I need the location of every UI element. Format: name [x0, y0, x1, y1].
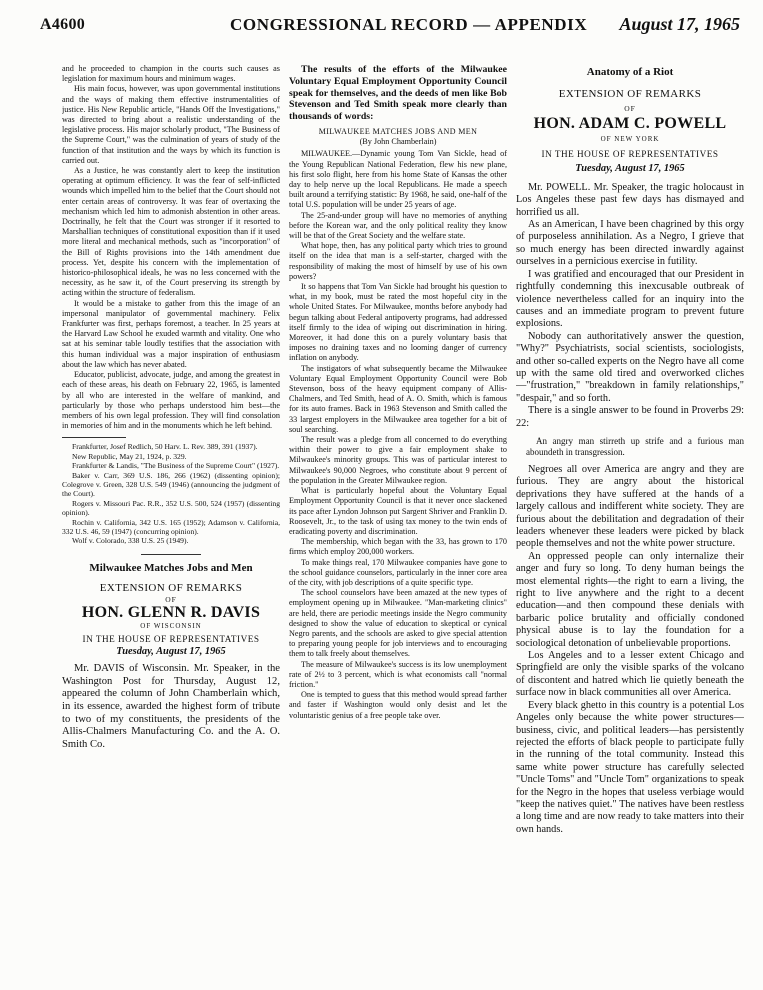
intro-paragraph: The results of the efforts of the Milwaukee Voluntary Equal Employment Opportunity Council speak for themselves, and the deeds of men like Bob Stevenson and Ted Smith speak more clearly than thousands of words:	[289, 64, 507, 123]
speech-text: Mr. DAVIS of Wisconsin. Mr. Speaker, in the Washington Post for Thursday, August 12, appeared the column of John Chamberlain which, in its essence, awarded the highest form of tribute to two of my constituents, the presidents of the Allis-Chalmers Manufacturing Co. and the A. O. Smith Co.	[62, 663, 280, 750]
of-label: OF	[165, 595, 177, 605]
speech-date: Tuesday, August 17, 1965	[116, 646, 226, 657]
paragraph: What is particularly hopeful about the Voluntary Equal Employment Opportunity Council is that it never once slackened its pace after Lyndon Johnson put Sargent Shriver and Franklin D. Roosevelt, Jr., to the task of using tax money to the twin ends of eradicating poverty and discrimination.	[289, 486, 507, 536]
running-header	[40, 14, 740, 44]
paragraph: What hope, then, has any political party which tries to ground itself on the idea that man is a self-starter, charged with the responsibility of making the most of himself by use of his own powers?	[289, 241, 507, 281]
paragraph: Negroes all over America are angry and they are furious. They are angry about the historical deprivations they have suffered at the hands of a largely callous and indifferent white society. They are furious about the debilitation and degradation of their leaders whenever these leaders were picked by black people themselves and not the white power structure.	[516, 463, 744, 550]
article-title: Anatomy of a Riot	[586, 66, 674, 78]
paragraph: The school counselors have been amazed at the new types of employment opening up in Milwaukee. "Man-marketing clinics" are held, there are periodic meetings inside the Negro community designed to show the value of education to skeptical or cynical Negro parents, and the schools are asked to give special attention to preparing young people for job interviews and to encouraging them to talk freely about themselves.	[289, 588, 507, 659]
member-name: HON. ADAM C. POWELL	[533, 115, 727, 133]
footnote: Rogers v. Missouri Pac. R.R., 352 U.S. 500, 524 (1957) (dissenting opinion).	[62, 498, 280, 518]
byline: (By John Chamberlain)	[359, 137, 437, 147]
paragraph: MILWAUKEE.—Dynamic young Tom Van Sickle, head of the Young Republican National Federation, flew his new plane, his first solo flight, here from his home State of Kansas the other day to help nerve up the local Republicans. He made a speech built around a terrifying statistic: By 1968, he said, one-half of the total U.S. population will be under 25 years of age.	[289, 149, 507, 210]
column-1	[62, 64, 280, 980]
extension-heading: EXTENSION OF REMARKS	[99, 581, 243, 594]
page-number: A4600	[40, 16, 86, 33]
paragraph: The measure of Milwaukee's success is its low unemployment rate of 2½ to 3 percent, which is what economists call "normal friction."	[289, 659, 507, 689]
paragraph: It so happens that Tom Van Sickle had brought his question to what, in my book, must be rated the most hopeful city in the whole United States. For Milwaukee, months before anybody had begun talking about Federal antipoverty programs, had addressed itself firmly to the idea of wiping out discrimination in hiring. Moreover, it had done this on a purely voluntary basis that imposes no draining taxes and no looming danger of currency inflation on anybody.	[289, 282, 507, 363]
article-subhead: MILWAUKEE MATCHES JOBS AND MEN	[318, 126, 478, 136]
house-label: IN THE HOUSE OF REPRESENTATIVES	[541, 149, 719, 160]
paragraph: His main focus, however, was upon governmental institutions and the ways of making them effective instrumentalities of justice. His New Republic article, "Hands Off the Investigations," was directed to bring about a realistic understanding of the legislative process. His major scholarly product, "The Business of the Supreme Court," was the culmination of years of study of the function of that institution and the ways by which its function is carried out.	[62, 84, 280, 165]
paragraph: Nobody can authoritatively answer the question, "Why?" Psychiatrists, social scientists, sociologists, and other so-called experts on the Negro have all come up with the same old tired and overworked cliches—"frustration," "breakdown in family relationships," "despair," and so forth.	[516, 330, 744, 404]
paragraph: The result was a pledge from all concerned to do everything within their power to give a fair employment shake to Milwaukee's minority groups. This was of particular interest to Milwaukee's 90,000 Negroes, who constitute about 9 percent of the population in the Greater Milwaukee region.	[289, 435, 507, 485]
paragraph: As a Justice, he was constantly alert to keep the institution operating at optimum efficiency. It was the fear of self-inflicted wounds which impelled him to the belief that the Court should not enter certain areas of controversy. It was fear of overtaxing the mechanism which led him to admonish abstention in other areas. Doctrinally, he felt that the Court was stronger if it resorted to Marshallian techniques of constitutional exposition than if it used more literal and mechanical methods, such as "incorporation" of the Bill of Rights provisions into the 14th amendment due process. Yet, despite his concern with the implementation of historico-philosophical ideals, he was no less concerned with the necessity, as he saw it, of the Court preserving its strength by acting within the structure of federalism.	[62, 166, 280, 298]
paragraph: An oppressed people can only internalize their anger and fury so long. To deny human beings the most elemental rights—the right to earn a living, the right to live anywhere and the right to a decent education—and then compound these denials with barbaric police brutality and officially condoned physical abuse is to lay the foundation for a sociological detonation of unbelievable proportions.	[516, 550, 744, 649]
paragraph: It would be a mistake to gather from this the image of an impersonal manipulator of governmental machinery. Felix Frankfurter was first, perhaps foremost, a teacher. In 25 years at the Harvard Law School he exuded warmth and vitality. One who sat at his seminar table loudly testifies that the association with this human individual was a major inspiration of enthusiasm about the law which has never abated.	[62, 298, 280, 369]
paragraph: One is tempted to guess that this method would spread farther and faster if Washington would only desist and let the voluntaristic genius of a free people take over.	[289, 690, 507, 720]
member-state: OF WISCONSIN	[140, 621, 202, 630]
footnote: Wolf v. Colorado, 338 U.S. 25 (1949).	[72, 536, 189, 546]
header-date: August 17, 1965	[619, 14, 740, 34]
paragraph: Every black ghetto in this country is a potential Los Angeles only because the white power structures—business, civic, and political leaders—has persistently rejected the efforts of black people to participate fully in the running of the total community. Instead this same white power structure has carefully selected "Uncle Toms" and "Uncle Tom" organizations to speak for the Negro in the hopes that useless verbiage would "keep the natives quiet." The natives have been restless a long time and are now ready to take matters into their own hands.	[516, 699, 744, 835]
section-rule	[141, 554, 201, 555]
member-name: HON. GLENN R. DAVIS	[81, 604, 261, 622]
paragraph: Mr. POWELL. Mr. Speaker, the tragic holocaust in Los Angeles these past few days has dismayed and horrified us all.	[516, 181, 744, 218]
footnote: Rochin v. California, 342 U.S. 165 (1952); Adamson v. California, 332 U.S. 46, 59 (1947) (concurring opinion).	[62, 517, 280, 536]
member-state: OF NEW YORK	[600, 134, 660, 143]
paragraph: The membership, which began with the 33, has grown to 170 firms which employ 200,000 workers.	[289, 537, 507, 557]
footnote: New Republic, May 21, 1924, p. 329.	[72, 451, 187, 461]
column-3	[516, 64, 744, 980]
paragraph: I was gratified and encouraged that our President in rightfully condemning this inexcusable outbreak of violence nevertheless called for an inquiry into the causes and an immediate program to prevent future explosions.	[516, 268, 744, 330]
house-label: IN THE HOUSE OF REPRESENTATIVES	[82, 633, 260, 644]
paragraph: Los Angeles and to a lesser extent Chicago and Springfield are only the visible sparks of the volcano of discontent and hatred which lie quietly beneath the surface now in black communities all over America.	[516, 650, 744, 699]
of-label: OF	[624, 103, 636, 113]
speech-date: Tuesday, August 17, 1965	[575, 163, 685, 175]
footnote: Baker v. Carr, 369 U.S. 186, 266 (1962) (dissenting opinion); Colegrove v. Green, 328 U.S. 549 (1946) (announcing the judgment of the Court).	[62, 470, 280, 499]
extension-heading: EXTENSION OF REMARKS	[558, 88, 702, 101]
footnote: Frankfurter & Landis, "The Business of the Supreme Court" (1927).	[72, 461, 280, 471]
article-title: Milwaukee Matches Jobs and Men	[89, 561, 253, 574]
paragraph: The instigators of what subsequently became the Milwaukee Voluntary Equal Employment Opportunity Council were Bob Stevenson, boss of the heavy equipment company of Allis-Chalmers, and Ted Smith, head of A. O. Smith, which is famous for its auto frames. Back in 1963 Stevenson and Smith called the 33 largest employers in the Milwaukee area together for a bit of soul searching.	[289, 363, 507, 434]
paragraph: The 25-and-under group will have no memories of anything before the Korean war, and the only political reality they know will be that of the Great Society and the welfare state.	[289, 210, 507, 241]
paragraph: To make things real, 170 Milwaukee companies have gone to the school guidance counselors, particularly in the inner core area of the city, with job descriptions of a quite specific type.	[289, 557, 507, 587]
footnote-rule	[62, 437, 126, 438]
paragraph: Educator, publicist, advocate, judge, and among the greatest in each of these areas, his death on February 22, 1965, is lamented by all who are interested in the welfare of mankind, and particularly by those who perhaps understood him best—the members of his own legal profession. They will find consolation in memories of him and in the monuments which he left behind.	[62, 370, 280, 431]
block-quote: An angry man stirreth up strife and a furious man aboundeth in transgression.	[526, 435, 744, 457]
publication-title: CONGRESSIONAL RECORD — APPENDIX	[230, 15, 588, 34]
column-2	[289, 64, 507, 980]
footnote: Frankfurter, Josef Redlich, 50 Harv. L. Rev. 389, 391 (1937).	[72, 442, 258, 452]
paragraph: There is a single answer to be found in Proverbs 29: 22:	[516, 405, 744, 429]
paragraph: and he proceeded to champion in the courts such causes as legislation for maximum hours and minimum wages.	[62, 64, 280, 84]
paragraph: As an American, I have been chagrined by this orgy of purposeless annihilation. As a Negro, I grieve that so much energy has been directed inwardly against ourselves in a pernicious exercise in futility.	[516, 219, 744, 268]
